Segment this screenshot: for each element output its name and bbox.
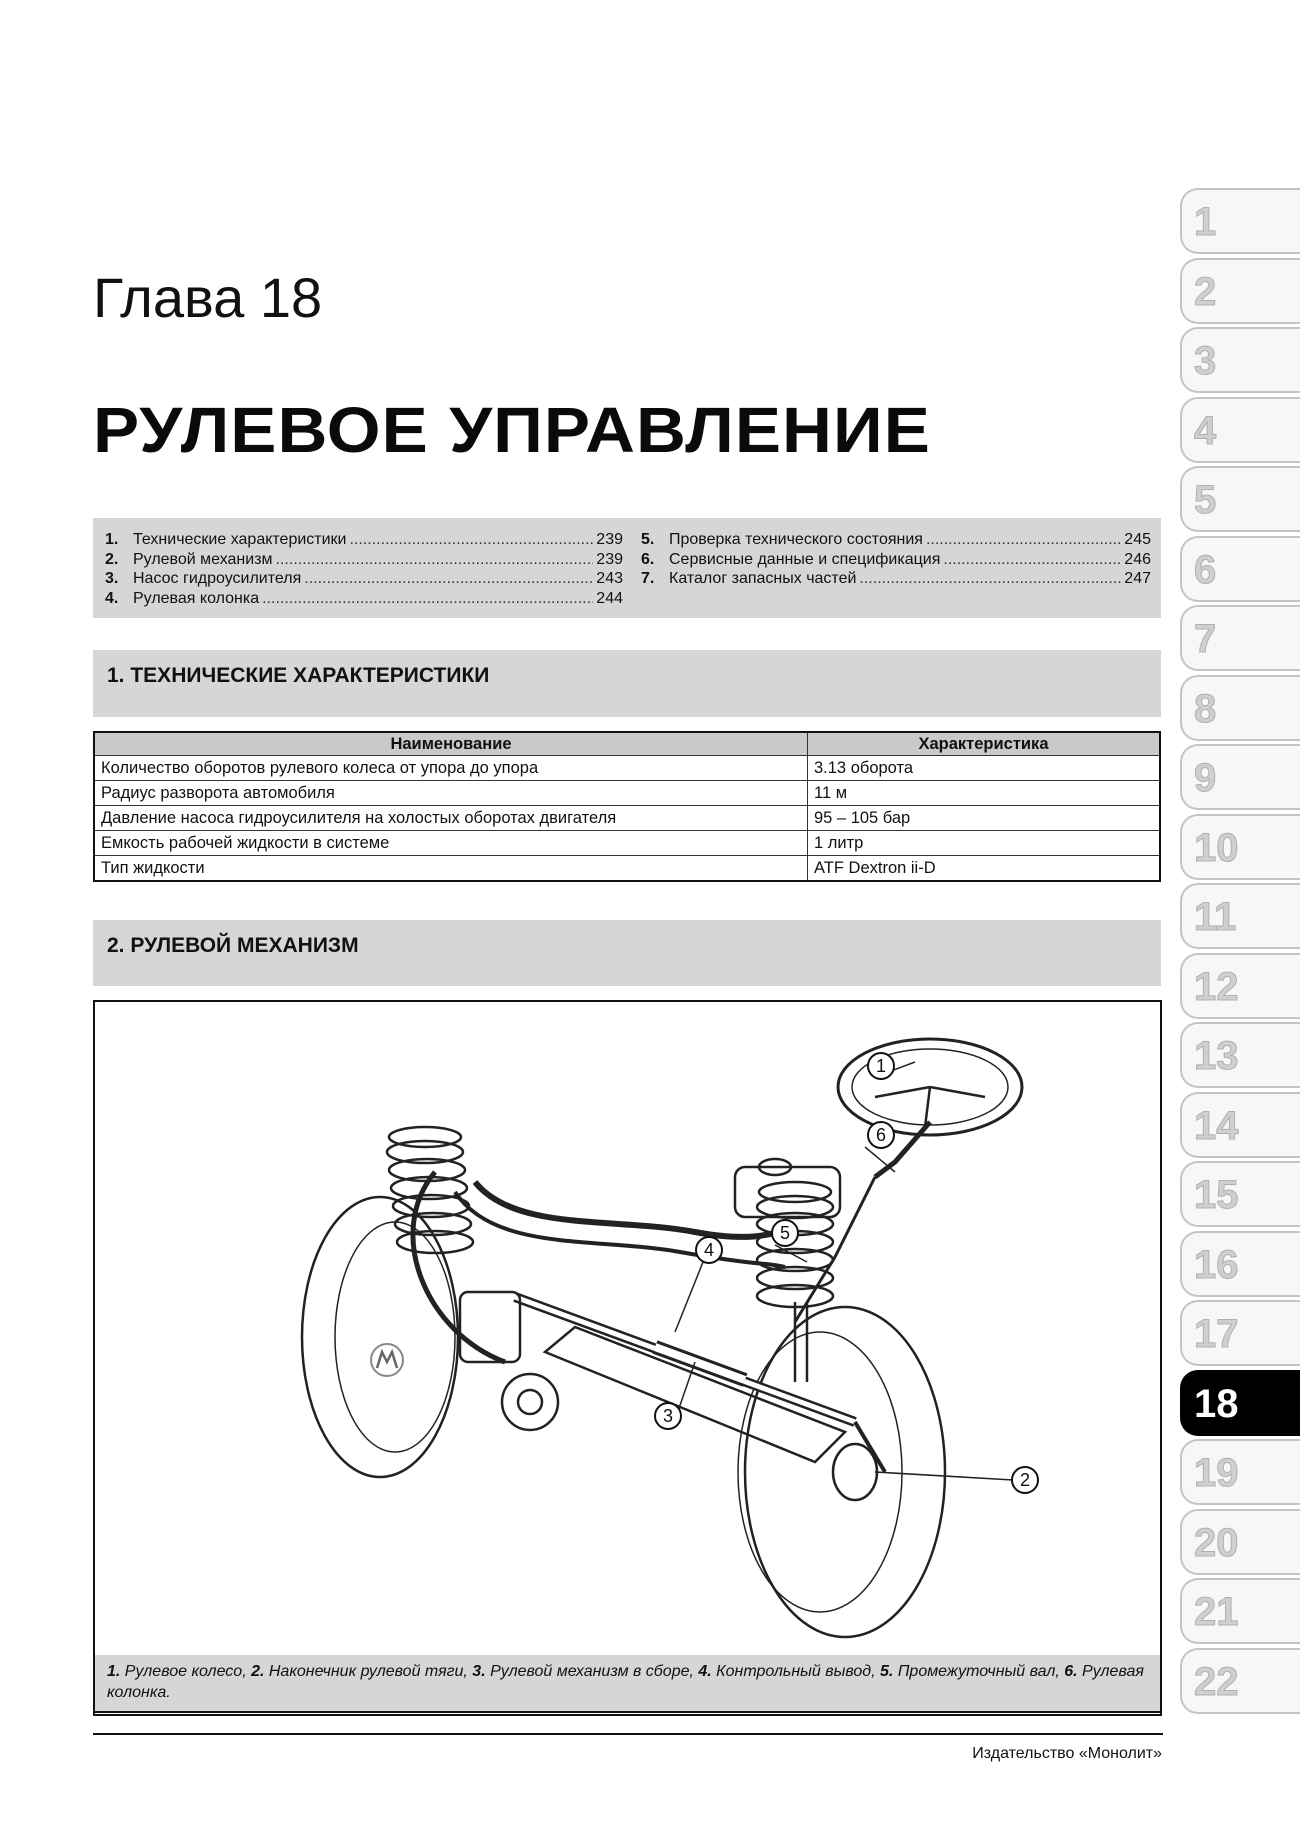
callout-2 (1012, 1467, 1038, 1493)
toc-leader (926, 530, 1121, 550)
callout-4 (696, 1237, 722, 1263)
caption-num: 4. (698, 1663, 712, 1680)
table-row (94, 831, 1160, 856)
callout-5 (772, 1220, 798, 1246)
toc-leader (262, 589, 593, 609)
section-title: 2. РУЛЕВОЙ МЕХАНИЗМ (107, 934, 359, 957)
table-row (94, 781, 1160, 806)
cell-value: 11 м (808, 781, 1161, 806)
chapter-tab-9[interactable] (1180, 744, 1300, 810)
toc-item-number: 5. (641, 531, 655, 548)
cell-name: Тип жидкости (94, 856, 808, 882)
right-coil-spring (757, 1182, 833, 1307)
publisher-logo-watermark (371, 1344, 403, 1376)
cell-name: Радиус разворота автомобиля (94, 781, 808, 806)
toc-item-page: 244 (596, 589, 623, 607)
toc-item-page: 246 (1124, 550, 1151, 568)
chapter-tab-label: 19 (1194, 1451, 1239, 1495)
chapter-tab-label: 13 (1194, 1034, 1239, 1078)
toc-leader (350, 530, 594, 550)
caption-text: Рулевой механизм в сборе, (485, 1663, 699, 1680)
steering-illustration (95, 1002, 1160, 1657)
chapter-tab-label: 5 (1194, 478, 1217, 522)
toc-leader (859, 569, 1121, 589)
toc-item-page: 247 (1124, 570, 1151, 587)
chapter-tab-18[interactable] (1180, 1370, 1300, 1436)
cell-name: Емкость рабочей жидкости в системе (94, 831, 808, 856)
chapter-tab-10[interactable] (1180, 814, 1300, 880)
column-header-value: Характеристика (808, 732, 1161, 756)
toc-leader (304, 569, 593, 589)
chapter-tab-7[interactable] (1180, 605, 1300, 671)
right-wheel (745, 1307, 945, 1637)
chapter-tab-label: 16 (1194, 1242, 1239, 1287)
chapter-tab-12[interactable] (1180, 953, 1300, 1019)
callout-6 (868, 1122, 894, 1148)
table-row (94, 856, 1160, 882)
cell-name: Количество оборотов рулевого колеса от упора до упора (94, 756, 808, 781)
toc-left-column (105, 530, 623, 608)
svg-text:1: 1 (875, 1056, 887, 1076)
cell-value: 95 – 105 бар (808, 806, 1161, 831)
left-coil-spring (387, 1127, 473, 1253)
chapter-tab-label: 7 (1194, 617, 1217, 661)
toc-item-page: 239 (596, 550, 623, 568)
svg-text:3: 3 (662, 1406, 674, 1426)
section-header-specs (93, 650, 1161, 717)
tie-rod-end (855, 1422, 885, 1472)
chapter-tab-6[interactable] (1180, 536, 1300, 602)
column-header-name: Наименование (94, 732, 808, 756)
footer-divider (93, 1733, 1163, 1735)
toc-item[interactable] (105, 550, 623, 570)
table-row (94, 806, 1160, 831)
toc-item-number: 4. (105, 589, 119, 607)
fluid-reservoir (735, 1167, 840, 1217)
table-of-contents (93, 518, 1161, 618)
chapter-title: РУЛЕВОЕ УПРАВЛЕНИЕ (93, 394, 931, 466)
cell-value: 1 литр (808, 831, 1161, 856)
toc-item-number: 1. (105, 531, 119, 548)
caption-num: 2. (251, 1663, 265, 1680)
figure-caption (93, 1655, 1162, 1713)
chapter-tab-label: 9 (1194, 756, 1217, 800)
chapter-tab-label: 17 (1194, 1312, 1239, 1356)
caption-text: Наконечник рулевой тяги, (264, 1663, 473, 1680)
chapter-tab-label: 15 (1194, 1173, 1239, 1217)
toc-item[interactable] (105, 589, 623, 609)
chapter-tab-label: 10 (1194, 825, 1239, 870)
toc-item[interactable] (641, 569, 1151, 589)
chapter-tab-label: 3 (1194, 339, 1217, 383)
section-header-steering-gear (93, 920, 1161, 986)
chapter-tab-label: 2 (1194, 269, 1217, 314)
toc-item-title: Сервисные данные и спецификация (669, 550, 941, 568)
chapter-tab-19[interactable] (1180, 1439, 1300, 1505)
chapter-tab-label: 22 (1194, 1659, 1239, 1704)
chapter-label: Глава 18 (93, 266, 323, 329)
toc-item-page: 245 (1124, 531, 1151, 548)
section-title: 1. ТЕХНИЧЕСКИЕ ХАРАКТЕРИСТИКИ (107, 664, 490, 687)
left-wheel-inner (335, 1222, 455, 1452)
left-wheel (302, 1197, 458, 1477)
caption-num: 5. (880, 1663, 894, 1680)
chapter-tab-label: 20 (1194, 1520, 1239, 1565)
chapter-tab-label: 12 (1194, 964, 1239, 1009)
left-knuckle (460, 1292, 520, 1362)
chapter-tab-17[interactable] (1180, 1300, 1300, 1366)
chapter-tab-label: 4 (1194, 408, 1217, 453)
toc-item-number: 3. (105, 570, 119, 587)
toc-item-title: Рулевая колонка (133, 589, 260, 607)
chapter-tab-5[interactable] (1180, 466, 1300, 532)
toc-leader (276, 550, 594, 570)
caption-num: 3. (472, 1663, 486, 1680)
publisher-name: Издательство «Монолит» (972, 1745, 1162, 1762)
chapter-tab-label: 18 (1194, 1381, 1239, 1426)
caption-text: Рулевое колесо, (120, 1663, 252, 1680)
toc-item-title: Насос гидроусилителя (133, 570, 302, 587)
chapter-tab-14[interactable] (1180, 1092, 1300, 1158)
svg-text:4: 4 (703, 1240, 715, 1260)
chapter-tab-label: 8 (1194, 686, 1217, 731)
chapter-tab-2[interactable] (1180, 258, 1300, 324)
chapter-tab-13[interactable] (1180, 1022, 1300, 1088)
toc-item-title: Рулевой механизм (133, 550, 273, 568)
svg-text:5: 5 (779, 1223, 791, 1243)
chapter-tab-label: 6 (1194, 547, 1217, 592)
chapter-tab-label: 14 (1194, 1103, 1239, 1148)
toc-item-page: 243 (596, 570, 623, 587)
toc-item[interactable] (641, 530, 1151, 550)
caption-text: Контрольный вывод, (711, 1663, 881, 1680)
cell-value: 3.13 оборота (808, 756, 1161, 781)
callout-1 (868, 1053, 894, 1079)
chapter-tab-4[interactable] (1180, 397, 1300, 463)
steering-diagram (93, 1000, 1162, 1716)
caption-text: Рулевая колонка. (107, 1663, 1144, 1701)
cell-name: Давление насоса гидроусилителя на холостых оборотах двигателя (94, 806, 808, 831)
specs-table (93, 731, 1161, 882)
svg-text:2: 2 (1019, 1470, 1031, 1490)
chapter-tab-label: 21 (1194, 1590, 1239, 1634)
toc-item-page: 239 (596, 531, 623, 548)
chapter-tab-21[interactable] (1180, 1578, 1300, 1644)
chapter-tab-1[interactable] (1180, 188, 1300, 254)
toc-item-title: Каталог запасных частей (669, 570, 857, 587)
toc-item[interactable] (105, 530, 623, 550)
right-hub (833, 1444, 877, 1500)
callout-3 (655, 1403, 681, 1429)
toc-right-column (641, 530, 1151, 589)
chapter-tab-20[interactable] (1180, 1509, 1300, 1575)
subframe (545, 1327, 845, 1462)
chapter-tab-3[interactable] (1180, 327, 1300, 393)
chapter-tab-8[interactable] (1180, 675, 1300, 741)
toc-item-title: Проверка технического состояния (669, 531, 923, 548)
caption-text: Промежуточный вал, (893, 1663, 1065, 1680)
caption-num: 1. (107, 1663, 121, 1680)
chapter-tabs (1180, 188, 1300, 1717)
cell-value: ATF Dextron ii-D (808, 856, 1161, 882)
chapter-tab-label: 11 (1194, 895, 1237, 939)
toc-item-number: 7. (641, 570, 655, 587)
chapter-tab-16[interactable] (1180, 1231, 1300, 1297)
toc-item[interactable] (641, 550, 1151, 570)
chapter-tab-22[interactable] (1180, 1648, 1300, 1714)
chapter-tab-11[interactable] (1180, 883, 1300, 949)
toc-item-number: 2. (105, 550, 119, 568)
chapter-tab-15[interactable] (1180, 1161, 1300, 1227)
svg-text:6: 6 (875, 1125, 887, 1145)
table-row (94, 756, 1160, 781)
caption-num: 6. (1064, 1663, 1078, 1680)
toc-item[interactable] (105, 569, 623, 589)
toc-leader (943, 550, 1121, 570)
table-header-row (94, 732, 1160, 756)
toc-item-number: 6. (641, 550, 655, 568)
toc-item-title: Технические характеристики (133, 531, 347, 548)
chapter-tab-label: 1 (1194, 200, 1217, 244)
